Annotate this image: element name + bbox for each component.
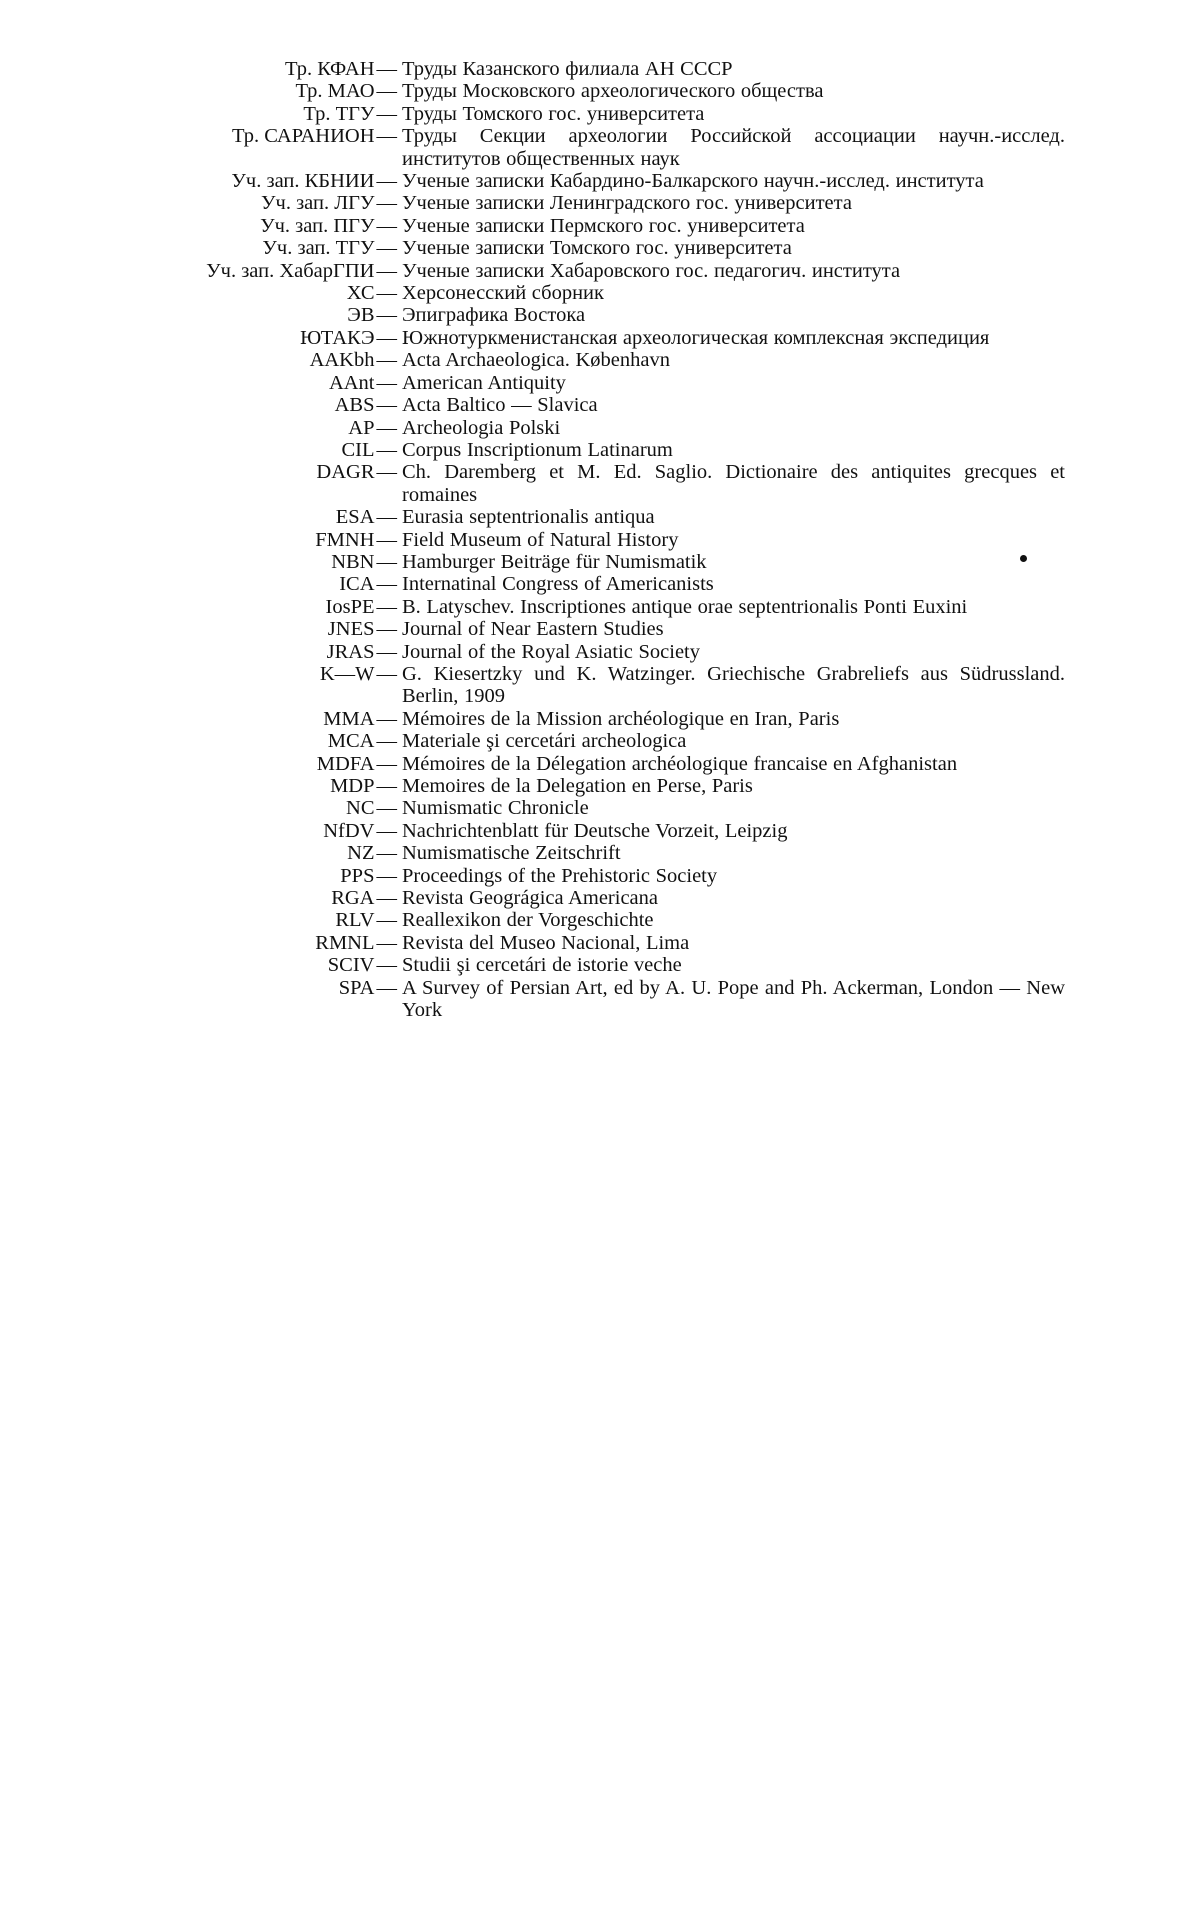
abbreviation-entry: [140, 215, 1065, 237]
abbreviation-definition: Acta Archaeologica. København: [402, 349, 670, 372]
abbreviation-entry: [140, 641, 1065, 663]
abbreviation-definition: Corpus Inscriptionum Latinarum: [402, 438, 673, 461]
abbreviation-definition: Ученые записки Кабардино-Балкарского научн.-исслед. института: [402, 170, 984, 193]
abbreviation-term: [140, 170, 402, 192]
abbreviation-code: JNES: [327, 618, 375, 641]
abbreviation-definition: Journal of the Royal Asiatic Society: [402, 640, 700, 663]
dash-separator: —: [376, 595, 397, 618]
dash-separator: —: [376, 326, 397, 349]
abbreviation-definition: Memoires de la Delegation en Perse, Paris: [402, 775, 753, 797]
dash-separator: —: [376, 192, 397, 215]
abbreviation-code: DAGR: [316, 461, 375, 484]
abbreviation-entry: [140, 842, 1065, 864]
dash-separator: —: [376, 662, 397, 685]
abbreviation-entry: [140, 461, 1065, 506]
abbreviation-code: ICA: [339, 573, 375, 596]
abbreviation-definition: Труды Казанского филиала АН СССР: [402, 58, 733, 80]
abbreviation-definition: Nachrichtenblatt für Deutsche Vorzeit, Leipzig: [402, 819, 788, 842]
abbreviation-definition: Труды Московского археологического общества: [402, 80, 824, 103]
abbreviation-code: SPA: [338, 976, 375, 999]
dash-separator: —: [376, 304, 397, 327]
abbreviation-code: AP: [348, 416, 375, 439]
abbreviation-definition: Acta Baltico — Slavica: [402, 394, 598, 417]
abbreviation-term: [140, 551, 402, 573]
abbreviation-code: ЭВ: [347, 304, 375, 327]
abbreviation-term: [140, 708, 402, 730]
dash-separator: —: [376, 797, 397, 820]
abbreviation-code: ХС: [346, 282, 375, 305]
abbreviation-code: FMNH: [315, 528, 375, 551]
dash-separator: —: [376, 730, 397, 753]
abbreviation-definition: A Survey of Persian Art, ed by A. U. Pope and Ph. Ackerman, London — New York: [402, 976, 1065, 1022]
abbreviation-term: [140, 327, 402, 349]
abbreviation-entry: [140, 237, 1065, 259]
dash-separator: —: [376, 214, 397, 237]
dash-separator: —: [376, 438, 397, 461]
dash-separator: —: [376, 842, 397, 865]
abbreviation-entry: [140, 596, 1065, 618]
dash-separator: —: [376, 752, 397, 775]
abbreviation-entry: [140, 192, 1065, 214]
dash-separator: —: [376, 528, 397, 551]
abbreviation-entry: [140, 506, 1065, 528]
abbreviation-definition: Ученые записки Хабаровского гос. педагогич. института: [402, 259, 901, 282]
abbreviation-code: Уч. зап. ПГУ: [260, 214, 375, 237]
abbreviation-code: JRAS: [326, 640, 375, 663]
abbreviation-definition: Эпиграфика Востока: [402, 304, 586, 327]
abbreviation-entry: [140, 304, 1065, 326]
abbreviation-code: IosPE: [325, 595, 375, 618]
abbreviation-definition: Internatinal Congress of Americanists: [402, 573, 714, 596]
dash-separator: —: [376, 618, 397, 641]
abbreviation-term: [140, 641, 402, 663]
dash-separator: —: [376, 461, 397, 484]
dash-separator: —: [376, 931, 397, 954]
abbreviation-entry: [140, 753, 1065, 775]
abbreviation-term: [140, 237, 402, 259]
abbreviation-term: [140, 797, 402, 819]
abbreviation-code: MCA: [327, 730, 375, 753]
abbreviation-entry: [140, 977, 1065, 1022]
abbreviation-entry: [140, 909, 1065, 931]
abbreviation-list: [140, 58, 1065, 1021]
abbreviation-term: [140, 260, 402, 282]
abbreviation-entry: [140, 260, 1065, 282]
abbreviation-entry: [140, 820, 1065, 842]
abbreviation-term: [140, 730, 402, 752]
abbreviation-entry: [140, 887, 1065, 909]
abbreviation-term: [140, 596, 402, 618]
abbreviation-entry: [140, 394, 1065, 416]
abbreviation-code: NZ: [347, 842, 375, 865]
abbreviation-definition: Херсонесский сборник: [402, 282, 604, 305]
abbreviation-term: [140, 887, 402, 909]
abbreviation-definition: Hamburger Beiträge für Numismatik: [402, 550, 707, 573]
abbreviation-term: [140, 529, 402, 551]
abbreviation-term: [140, 753, 402, 775]
abbreviation-entry: [140, 865, 1065, 887]
abbreviation-code: Тр. МАО: [295, 80, 375, 103]
abbreviation-definition: Field Museum of Natural History: [402, 528, 679, 551]
abbreviation-entry: [140, 573, 1065, 595]
abbreviation-code: AAKbh: [309, 349, 375, 372]
abbreviation-term: [140, 909, 402, 931]
dash-separator: —: [376, 976, 397, 999]
abbreviation-entry: [140, 775, 1065, 797]
abbreviation-code: RLV: [335, 909, 375, 932]
abbreviation-definition: Труды Томского гос. университета: [402, 102, 705, 125]
abbreviation-term: [140, 977, 402, 999]
abbreviation-entry: [140, 170, 1065, 192]
abbreviation-term: [140, 820, 402, 842]
abbreviation-entry: [140, 730, 1065, 752]
dash-separator: —: [376, 80, 397, 103]
abbreviation-definition: Ученые записки Пермского гос. университета: [402, 214, 805, 237]
abbreviation-definition: Materiale şi cercetári archeologica: [402, 730, 687, 753]
dash-separator: —: [376, 640, 397, 663]
dash-separator: —: [376, 864, 397, 887]
abbreviation-entry: [140, 372, 1065, 394]
abbreviation-term: [140, 282, 402, 304]
abbreviation-entry: [140, 797, 1065, 819]
dash-separator: —: [376, 282, 397, 305]
abbreviation-entry: [140, 663, 1065, 708]
abbreviation-definition: Journal of Near Eastern Studies: [402, 618, 664, 641]
abbreviation-definition: B. Latyschev. Inscriptiones antique orae septentrionalis Ponti Euxini: [402, 595, 968, 618]
abbreviation-entry: [140, 125, 1065, 170]
abbreviation-definition: Numismatische Zeitschrift: [402, 842, 621, 865]
abbreviation-code: PPS: [340, 864, 375, 887]
abbreviation-entry: [140, 551, 1065, 573]
abbreviation-term: [140, 304, 402, 326]
abbreviation-term: [140, 192, 402, 214]
abbreviation-entry: [140, 954, 1065, 976]
abbreviation-term: [140, 932, 402, 954]
dash-separator: —: [376, 170, 397, 193]
abbreviation-code: RGA: [331, 887, 375, 910]
abbreviation-definition: Eurasia septentrionalis antiqua: [402, 506, 655, 529]
dash-separator: —: [376, 125, 397, 148]
dash-separator: —: [376, 349, 397, 372]
abbreviation-code: MDFA: [316, 752, 375, 775]
abbreviation-definition: Ch. Daremberg et M. Ed. Saglio. Dictionaire des antiquites grecques et romaines: [402, 461, 1065, 506]
abbreviation-term: [140, 372, 402, 394]
abbreviation-code: Уч. зап. ТГУ: [262, 237, 375, 260]
dash-separator: —: [376, 954, 397, 977]
abbreviation-code: ESA: [335, 506, 375, 529]
abbreviation-entry: [140, 417, 1065, 439]
dash-separator: —: [376, 237, 397, 260]
abbreviation-entry: [140, 282, 1065, 304]
abbreviation-entry: [140, 58, 1065, 80]
abbreviation-code: Тр. КФАН: [284, 58, 375, 80]
abbreviation-definition: Reallexikon der Vorgeschichte: [402, 909, 654, 932]
abbreviation-definition: Numismatic Chronicle: [402, 797, 589, 820]
abbreviation-definition: Revista Geográgica Americana: [402, 887, 658, 910]
abbreviation-term: [140, 394, 402, 416]
abbreviation-term: [140, 618, 402, 640]
abbreviation-definition: Mémoires de la Délegation archéologique francaise en Afghanistan: [402, 752, 958, 775]
dash-separator: —: [376, 707, 397, 730]
dash-separator: —: [376, 58, 397, 80]
abbreviation-entry: [140, 103, 1065, 125]
dash-separator: —: [376, 909, 397, 932]
dash-separator: —: [376, 394, 397, 417]
abbreviation-term: [140, 439, 402, 461]
dash-separator: —: [376, 550, 397, 573]
abbreviation-term: [140, 125, 402, 147]
abbreviation-code: Уч. зап. КБНИИ: [231, 170, 375, 193]
abbreviation-code: Тр. ТГУ: [303, 102, 375, 125]
abbreviation-code: ЮТАКЭ: [300, 326, 375, 349]
dash-separator: —: [376, 887, 397, 910]
abbreviation-term: [140, 417, 402, 439]
abbreviation-definition: G. Kiesertzky und K. Watzinger. Griechische Grabreliefs aus Südrussland. Berlin, 1909: [402, 662, 1065, 708]
abbreviation-definition: Studii şi cercetári de istorie veche: [402, 954, 682, 977]
abbreviation-code: MMA: [323, 707, 375, 730]
abbreviation-entry: [140, 349, 1065, 371]
abbreviation-entry: [140, 708, 1065, 730]
abbreviation-code: AAnt: [328, 371, 375, 394]
abbreviation-code: NBN: [331, 550, 375, 573]
dash-separator: —: [376, 416, 397, 439]
abbreviation-code: Уч. зап. ХабарГПИ: [206, 259, 375, 282]
abbreviation-term: [140, 80, 402, 102]
abbreviation-term: [140, 58, 402, 80]
abbreviation-code: NfDV: [323, 819, 375, 842]
abbreviation-definition: Mémoires de la Mission archéologique en Iran, Paris: [402, 707, 840, 730]
abbreviation-code: RMNL: [315, 931, 375, 954]
abbreviation-code: MDP: [330, 775, 375, 797]
abbreviation-term: [140, 842, 402, 864]
abbreviation-entry: [140, 932, 1065, 954]
abbreviation-definition: Ученые записки Ленинградского гос. университета: [402, 192, 852, 215]
dash-separator: —: [376, 259, 397, 282]
abbreviation-term: [140, 506, 402, 528]
bullet-mark: [1020, 555, 1027, 562]
dash-separator: —: [376, 371, 397, 394]
abbreviation-term: [140, 954, 402, 976]
abbreviation-term: [140, 103, 402, 125]
abbreviation-code: Тр. САРАНИОН: [232, 125, 375, 148]
abbreviation-term: [140, 349, 402, 371]
abbreviation-term: [140, 865, 402, 887]
abbreviation-entry: [140, 618, 1065, 640]
dash-separator: —: [376, 102, 397, 125]
abbreviation-definition: Труды Секции археологии Российской ассоциации научн.-исслед. институтов общественных наук: [402, 125, 1065, 170]
abbreviation-entry: [140, 327, 1065, 349]
abbreviation-entry: [140, 529, 1065, 551]
abbreviation-code: NC: [346, 797, 375, 820]
abbreviation-term: [140, 775, 402, 797]
abbreviation-code: SCIV: [327, 954, 375, 977]
abbreviation-definition: Revista del Museo Nacional, Lima: [402, 931, 690, 954]
abbreviation-entry: [140, 80, 1065, 102]
abbreviation-definition: Proceedings of the Prehistoric Society: [402, 864, 718, 887]
abbreviation-term: [140, 215, 402, 237]
abbreviation-term: [140, 461, 402, 483]
dash-separator: —: [376, 506, 397, 529]
abbreviation-entry: [140, 439, 1065, 461]
dash-separator: —: [376, 573, 397, 596]
dash-separator: —: [376, 775, 397, 797]
abbreviation-definition: Южнотуркменистанская археологическая комплексная экспедиция: [402, 326, 990, 349]
abbreviation-code: Уч. зап. ЛГУ: [261, 192, 375, 215]
abbreviation-definition: Archeologia Polski: [402, 416, 561, 439]
abbreviation-code: ABS: [334, 394, 375, 417]
abbreviation-term: [140, 663, 402, 685]
abbreviation-term: [140, 573, 402, 595]
abbreviation-definition: American Antiquity: [402, 371, 566, 394]
abbreviation-code: CIL: [341, 438, 375, 461]
abbreviation-definition: Ученые записки Томского гос. университета: [402, 237, 792, 260]
abbreviation-code: K—W: [319, 662, 375, 685]
dash-separator: —: [376, 819, 397, 842]
